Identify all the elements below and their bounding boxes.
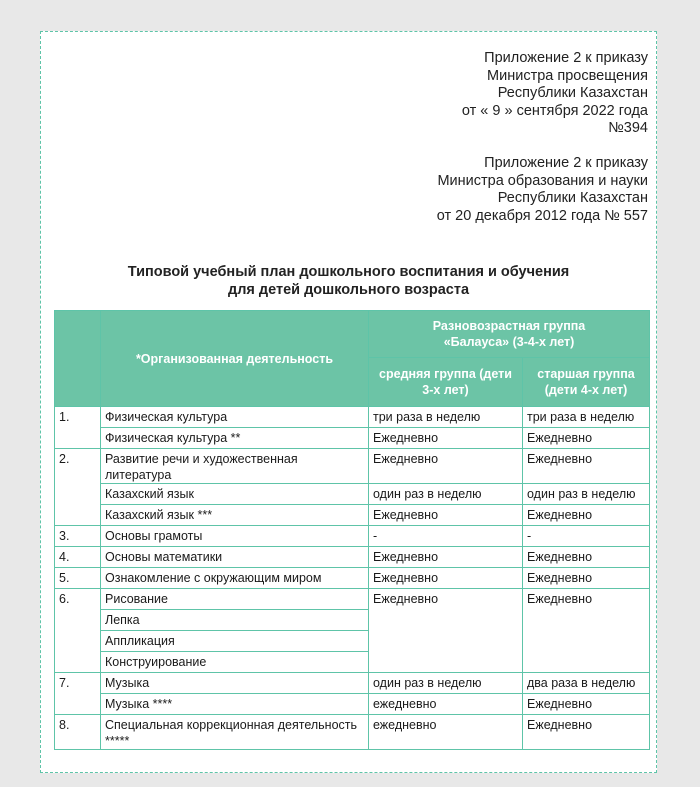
senior-group-cell: - — [523, 526, 650, 547]
activity-cell: Аппликация — [101, 631, 369, 652]
middle-group-cell: Ежедневно — [369, 449, 523, 484]
activity-cell: Казахский язык — [101, 484, 369, 505]
activity-cell: Музыка — [101, 673, 369, 694]
senior-group-cell: Ежедневно — [523, 568, 650, 589]
header-senior-line: старшая группа — [537, 367, 635, 381]
middle-group-cell: Ежедневно — [369, 505, 523, 526]
table-row — [55, 715, 650, 750]
row-number: 4. — [55, 547, 101, 568]
middle-group-cell: три раза в неделю — [369, 407, 523, 428]
row-number: 1. — [55, 407, 101, 449]
appendix-line: Республики Казахстан — [497, 190, 648, 206]
activity-cell: Лепка — [101, 610, 369, 631]
activity-cell: Ознакомление с окружающим миром — [101, 568, 369, 589]
senior-group-cell: Ежедневно — [523, 505, 650, 526]
senior-group-cell: два раза в неделю — [523, 673, 650, 694]
middle-group-cell: Ежедневно — [369, 547, 523, 568]
row-number: 5. — [55, 568, 101, 589]
senior-group-cell: Ежедневно — [523, 589, 650, 673]
appendix-line: Республики Казахстан — [497, 85, 648, 101]
document-page — [40, 31, 657, 773]
activity-note: ***** — [105, 734, 130, 748]
middle-group-cell: Ежедневно — [369, 568, 523, 589]
senior-group-cell: Ежедневно — [523, 428, 650, 449]
table-row — [55, 526, 650, 547]
table-row — [55, 673, 650, 694]
plan-title — [41, 263, 656, 299]
header-number-cell — [55, 311, 101, 407]
header-senior-line: (дети 4-х лет) — [544, 383, 628, 397]
activity-cell: Физическая культура ** — [101, 428, 369, 449]
header-group-line: «Балауса» (3-4-х лет) — [443, 335, 575, 349]
plan-title-line: Типовой учебный план дошкольного воспитания и обучения — [127, 264, 570, 280]
header-middle-line: 3-х лет) — [422, 383, 469, 397]
table-row — [55, 505, 650, 526]
header-group-line: Разновозрастная группа — [432, 319, 586, 333]
appendix-line: Приложение 2 к приказу — [484, 155, 648, 171]
table-row — [55, 694, 650, 715]
appendix-current-block — [462, 50, 648, 138]
plan-title-line: для детей дошкольного возраста — [227, 282, 470, 298]
activity-cell: Развитие речи и художественная литература — [101, 449, 369, 484]
row-number: 7. — [55, 673, 101, 715]
table-row — [55, 449, 650, 484]
table-row — [55, 484, 650, 505]
activity-cell: Казахский язык *** — [101, 505, 369, 526]
middle-group-cell: ежедневно — [369, 694, 523, 715]
senior-group-cell: три раза в неделю — [523, 407, 650, 428]
header-group — [369, 311, 650, 358]
senior-group-cell: один раз в неделю — [523, 484, 650, 505]
table-row — [55, 568, 650, 589]
appendix-line: Министра образования и науки — [437, 172, 648, 189]
activity-cell — [101, 715, 369, 750]
header-activity: *Организованная деятельность — [101, 311, 369, 407]
activity-cell: Конструирование — [101, 652, 369, 673]
appendix-previous-block — [437, 155, 648, 225]
table-row — [55, 589, 650, 610]
row-number: 6. — [55, 589, 101, 673]
appendix-line: Министра просвещения — [487, 67, 648, 84]
activity-cell: Рисование — [101, 589, 369, 610]
appendix-line: от « 9 » сентября 2022 года — [461, 102, 648, 119]
row-number: 3. — [55, 526, 101, 547]
activity-text: Специальная коррекционная деятельность — [105, 718, 358, 732]
table-row — [55, 547, 650, 568]
middle-group-cell: - — [369, 526, 523, 547]
senior-group-cell: Ежедневно — [523, 694, 650, 715]
senior-group-cell: Ежедневно — [523, 547, 650, 568]
middle-group-cell: ежедневно — [369, 715, 523, 750]
middle-group-cell: Ежедневно — [369, 428, 523, 449]
activity-cell: Основы математики — [101, 547, 369, 568]
middle-group-cell: один раз в неделю — [369, 484, 523, 505]
activity-cell: Физическая культура — [101, 407, 369, 428]
activity-cell: Основы грамоты — [101, 526, 369, 547]
middle-group-cell: один раз в неделю — [369, 673, 523, 694]
row-number: 8. — [55, 715, 101, 750]
senior-group-cell: Ежедневно — [523, 715, 650, 750]
appendix-line: от 20 декабря 2012 года № 557 — [436, 207, 648, 224]
middle-group-cell: Ежедневно — [369, 589, 523, 673]
header-senior-group — [523, 358, 650, 407]
header-middle-group — [369, 358, 523, 407]
appendix-line: Приложение 2 к приказу — [484, 50, 648, 66]
header-middle-line: средняя группа (дети — [379, 367, 512, 381]
table-row — [55, 428, 650, 449]
senior-group-cell: Ежедневно — [523, 449, 650, 484]
appendix-line: №394 — [608, 120, 648, 136]
activity-cell: Музыка **** — [101, 694, 369, 715]
table-row — [55, 407, 650, 428]
curriculum-table — [54, 310, 650, 750]
row-number: 2. — [55, 449, 101, 526]
